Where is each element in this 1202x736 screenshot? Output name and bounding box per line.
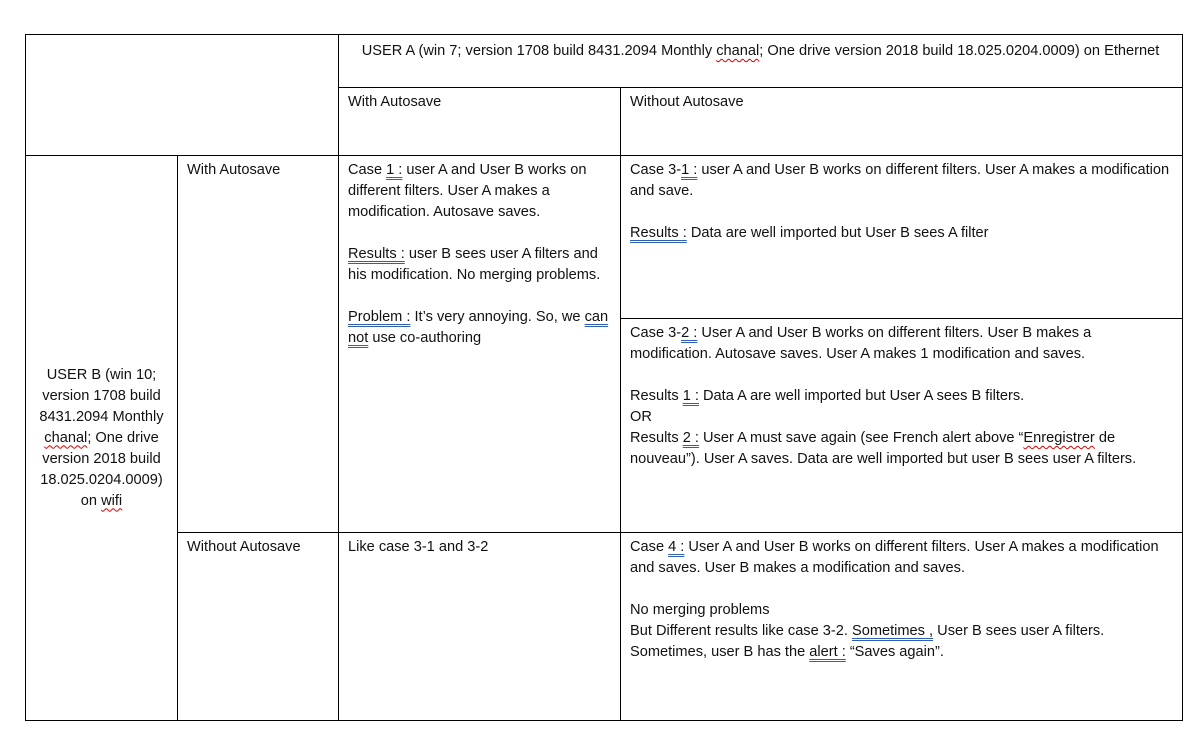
paragraph <box>630 386 1173 407</box>
text-run: Like case 3-1 and 3-2 <box>348 539 489 555</box>
grammar-underlined-text: 1 : <box>682 388 699 404</box>
text-run: Results <box>630 430 683 446</box>
paragraph <box>630 160 1173 202</box>
text-run: User A must save again (see French alert above “ <box>698 430 1024 446</box>
text-run: ; One drive version 2018 build 18.025.0204.0009) on Ethernet <box>759 43 1160 59</box>
spelling-flagged-text: wifi <box>101 492 123 509</box>
grammar-underlined-text: Results : <box>630 225 687 241</box>
text-run: Case <box>348 162 387 178</box>
empty-corner-cell <box>25 34 339 156</box>
like-case-cell <box>338 532 621 721</box>
grammar-underlined-text: 2 : <box>682 430 699 446</box>
text-run: de nouveau”). User A saves. Data are well imported but user B sees user A filters. <box>630 430 1137 467</box>
paragraph <box>630 407 1173 428</box>
col-with-autosave-label: With Autosave <box>348 94 442 110</box>
text-run: No merging problems <box>630 602 770 618</box>
grammar-underlined-text: Problem : <box>348 309 411 325</box>
paragraph <box>348 307 611 349</box>
row-with-autosave-header <box>177 155 339 533</box>
spelling-flagged-text: chanal <box>716 43 760 59</box>
cell-text <box>630 537 1173 663</box>
grammar-underlined-text: 2 : <box>681 325 698 341</box>
case-1-cell <box>338 155 621 533</box>
spelling-flagged-text: Enregistrer <box>1023 430 1095 446</box>
row-without-autosave-label: Without Autosave <box>187 539 301 555</box>
paragraph <box>348 41 1173 62</box>
grammar-underlined-text: alert : <box>809 644 846 660</box>
cell-text <box>348 160 611 349</box>
text-run: Sometimes, user B has the <box>630 644 810 660</box>
col-without-autosave-header <box>620 87 1183 156</box>
grammar-underlined-text: 4 : <box>668 539 685 555</box>
cell-text <box>348 537 611 558</box>
text-run: use co-authoring <box>368 330 482 346</box>
text-run: Case 3- <box>630 325 682 341</box>
paragraph <box>348 244 611 286</box>
grammar-underlined-text: 1 : <box>681 162 698 178</box>
row-with-autosave-label: With Autosave <box>187 162 281 178</box>
cell-text <box>630 323 1173 470</box>
text-run: Results <box>630 388 683 404</box>
text-run: User A and User B works on different filters. User B makes a modification. Autosave saves. User A makes 1 modification and saves. <box>630 325 1092 362</box>
paragraph <box>630 600 1173 621</box>
text-run: Data A are well imported but User A sees B filters. <box>698 388 1025 404</box>
col-with-autosave-header <box>338 87 621 156</box>
grammar-underlined-text: 1 : <box>386 162 403 178</box>
paragraph <box>348 160 611 223</box>
text-run: It’s very annoying. So, we <box>410 309 585 325</box>
case-4-cell <box>620 532 1183 721</box>
case-3-1-cell <box>620 155 1183 319</box>
paragraph <box>630 223 1173 244</box>
cell-text <box>630 160 1173 244</box>
row-without-autosave-header <box>177 532 339 721</box>
paragraph <box>630 323 1173 365</box>
text-run: user A and User B works on different filters. User A makes a modification. Autosave saves. <box>348 162 587 220</box>
paragraph <box>32 365 171 512</box>
paragraph <box>630 642 1173 663</box>
user-a-header-cell <box>338 34 1183 88</box>
grammar-underlined-text: can not <box>348 309 609 346</box>
text-run: user B sees user A filters and his modification. No merging problems. <box>348 246 601 283</box>
grammar-underlined-text: Results : <box>348 246 405 262</box>
text-run: USER A (win 7; version 1708 build 8431.2094 Monthly <box>361 43 717 59</box>
text-run: Data are well imported but User B sees A filter <box>686 225 989 241</box>
col-without-autosave-label: Without Autosave <box>630 94 744 110</box>
text-run: “Saves again”. <box>845 644 944 660</box>
paragraph <box>630 621 1173 642</box>
spelling-flagged-text: chanal <box>44 429 88 446</box>
text-run: Case <box>630 539 669 555</box>
cell-text <box>32 365 171 512</box>
text-run: Case 3- <box>630 162 682 178</box>
paragraph <box>630 428 1173 470</box>
grammar-underlined-text: Sometimes , <box>851 623 934 639</box>
case-3-2-cell <box>620 318 1183 533</box>
paragraph <box>630 537 1173 579</box>
text-run: OR <box>630 409 652 425</box>
text-run: USER B (win 10; version 1708 build 8431.2094 Monthly <box>39 366 164 425</box>
text-run: ; One drive version 2018 build 18.025.0204.0009) on <box>40 429 163 509</box>
text-run: User B sees user A filters. <box>933 623 1105 639</box>
text-run: user A and User B works on different filters. User A makes a modification and save. <box>630 162 1170 199</box>
cell-text <box>348 41 1173 62</box>
text-run: User A and User B works on different filters. User A makes a modification and saves. User B makes a modification and saves. <box>630 539 1159 576</box>
paragraph <box>348 537 611 558</box>
user-b-row-header <box>25 155 178 721</box>
text-run: But Different results like case 3-2. <box>630 623 852 639</box>
